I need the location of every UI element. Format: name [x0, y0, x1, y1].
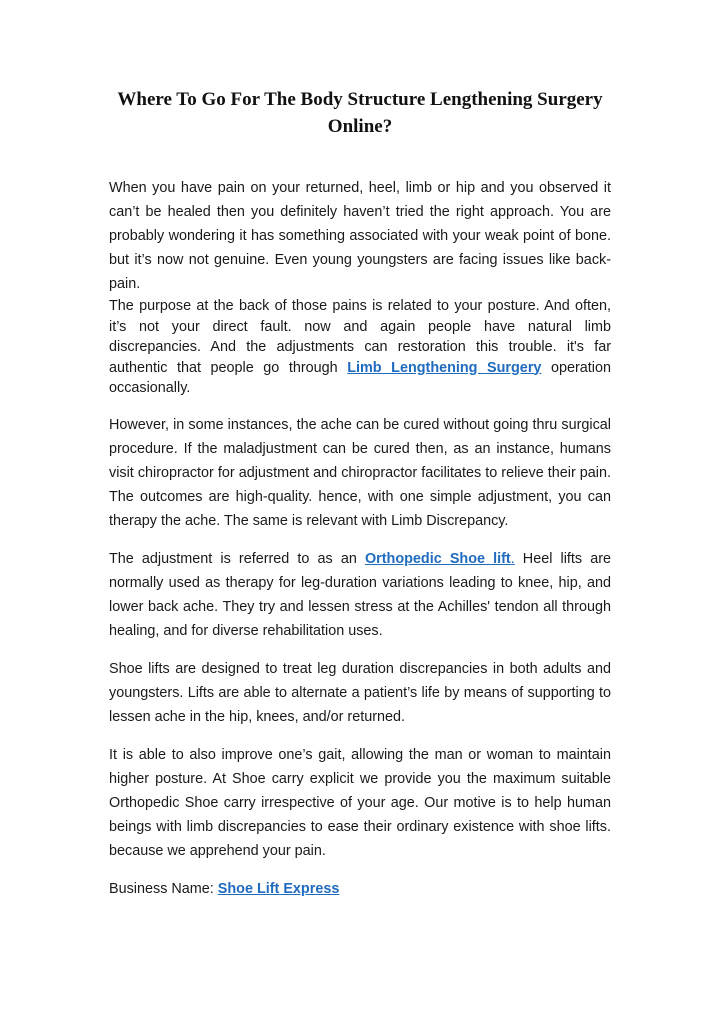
business-name-label: Business Name:: [109, 880, 218, 897]
paragraph-1: When you have pain on your returned, heel, limb or hip and you observed it can’t be healed then you definitely haven’t tried the right approach. You are probably wondering it has something associated with your weak point of bone. but it’s now not genuine. Even young youngsters are facing issues like back-pain.: [109, 180, 611, 292]
document-body: [109, 176, 611, 901]
business-name-line: [109, 877, 611, 901]
orthopedic-shoe-lift-link-dot: .: [510, 550, 515, 567]
paragraph-4: [109, 547, 611, 643]
shoe-lift-express-link[interactable]: Shoe Lift Express: [217, 880, 340, 897]
limb-lengthening-surgery-link[interactable]: Limb Lengthening Surgery: [347, 359, 542, 376]
paragraph-4-text-before: The adjustment is referred to as an: [109, 550, 365, 567]
paragraph-3: However, in some instances, the ache can be cured without going thru surgical procedure. If the maladjustment can be cured then, as an instance, humans visit chiropractor for adjustment and chiropractor facilitates to relieve their pain. The outcomes are high-quality. hence, with one simple adjustment, you can therapy the ache. The same is relevant with Limb Discrepancy.: [109, 416, 611, 529]
orthopedic-shoe-lift-link[interactable]: Orthopedic Shoe lift: [364, 550, 511, 567]
paragraph-5: Shoe lifts are designed to treat leg duration discrepancies in both adults and youngsters. Lifts are able to alternate a patient’s life by means of supporting to lessen ache in the hip, knees, and/or returned.: [109, 660, 611, 725]
paragraph-2-text-after: operation occasionally.: [109, 359, 611, 396]
document-title: Where To Go For The Body Structure Lengthening Surgery Online?: [117, 89, 603, 137]
paragraph-2: [109, 296, 611, 399]
paragraph-2-text-before: The purpose at the back of those pains is related to your posture. And often, it’s not your direct fault. now and again people have natural limb discrepancies. And the adjustments can restoration this trouble. it's far authentic that people go through: [109, 298, 611, 376]
paragraph-4-text-after: Heel lifts are normally used as therapy for leg-duration variations leading to knee, hip, and lower back ache. They try and lessen stress at the Achilles' tendon all through healing, and for diverse rehabilitation uses.: [109, 550, 611, 639]
paragraph-6: It is able to also improve one’s gait, allowing the man or woman to maintain higher posture. At Shoe carry explicit we provide you the maximum suitable Orthopedic Shoe carry irrespective of your age. Our motive is to help human beings with limb discrepancies to ease their ordinary existence with shoe lifts. because we apprehend your pain.: [109, 746, 611, 859]
